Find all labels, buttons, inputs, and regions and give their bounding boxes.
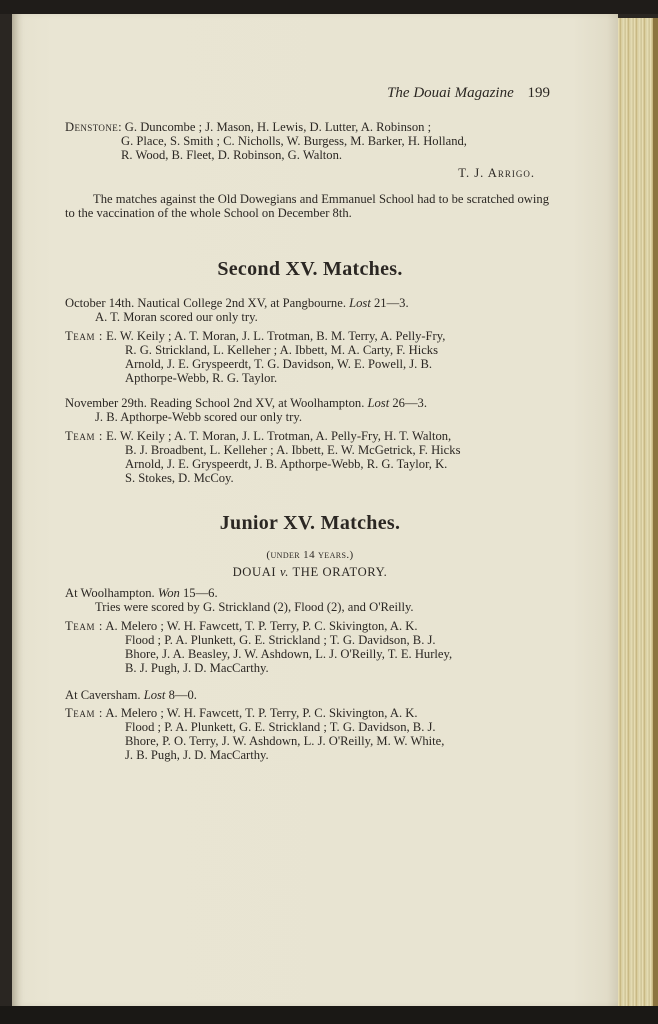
- second-xv-match1-team-3: Arnold, J. E. Gryspeerdt, T. G. Davidson, W. E. Powell, J. B.: [125, 357, 433, 371]
- junior-xv-match1-line: At Woolhampton. Won 15—6.: [65, 586, 218, 600]
- running-head: [65, 86, 550, 100]
- second-xv-match1-team-2: R. G. Strickland, L. Kelleher ; A. Ibbett, M. A. Carty, F. Hicks: [125, 343, 438, 357]
- junior-xv-match2-team-3: Bhore, P. O. Terry, J. W. Ashdown, L. J. O'Reilly, M. W. White,: [125, 734, 445, 748]
- junior-xv-match2-line: At Caversham. Lost 8—0.: [65, 688, 197, 702]
- signature: T. J. Arrigo.: [458, 166, 535, 180]
- junior-xv-match1-note: Tries were scored by G. Strickland (2), Flood (2), and O'Reilly.: [95, 600, 414, 614]
- second-xv-match1-team-4: Apthorpe-Webb, R. G. Taylor.: [125, 371, 278, 385]
- match-score: 26—3.: [392, 396, 427, 410]
- second-xv-match1-line: October 14th. Nautical College 2nd XV, at Pangbourne. Lost 21—3.: [65, 296, 409, 310]
- junior-xv-heading: Junior XV. Matches.: [219, 512, 401, 534]
- match-result: Lost: [349, 296, 371, 310]
- denstone-line-1: Denstone: G. Duncombe ; J. Mason, H. Lewis, D. Lutter, A. Robinson ;: [65, 120, 432, 134]
- match-result: Won: [157, 586, 180, 600]
- second-xv-match2-team-3: Arnold, J. E. Gryspeerdt, J. B. Apthorpe-Webb, R. G. Taylor, K.: [125, 457, 448, 471]
- match-score: 8—0.: [168, 688, 197, 702]
- second-xv-match2-note: J. B. Apthorpe-Webb scored our only try.: [95, 410, 302, 424]
- match-score: 15—6.: [182, 586, 218, 600]
- scan-bottom-border: [0, 1006, 658, 1024]
- team-label: Team :: [65, 329, 103, 343]
- team-label: Team :: [65, 706, 103, 720]
- scratch-note: The matches against the Old Dowegians and Emmanuel School had to be scratched owing to the vaccination of the whole School on December 8th.: [65, 192, 549, 221]
- book-page-edges: [614, 18, 658, 1006]
- second-xv-match2-team-4: S. Stokes, D. McCoy.: [125, 471, 234, 485]
- page-number: 199: [527, 85, 550, 101]
- second-xv-match1-team-1: Team : E. W. Keily ; A. T. Moran, J. L. Trotman, B. M. Terry, A. Pelly-Fry,: [65, 329, 446, 343]
- denstone-label: Denstone: [65, 120, 119, 134]
- junior-xv-match2-team-4: J. B. Pugh, J. D. MacCarthy.: [125, 748, 269, 762]
- magazine-title: The Douai Magazine: [387, 85, 514, 101]
- match-result: Lost: [143, 688, 166, 702]
- age-note: (under 14 years.): [266, 549, 354, 561]
- fixture-heading: DOUAI v. THE ORATORY.: [232, 565, 388, 579]
- second-xv-match2-team-2: B. J. Broadbent, L. Kelleher ; A. Ibbett, E. W. McGetrick, F. Hicks: [125, 443, 461, 457]
- denstone-line-3: R. Wood, B. Fleet, D. Robinson, G. Walton.: [121, 148, 343, 162]
- team-label: Team :: [65, 429, 103, 443]
- second-xv-match2-team-1: Team : E. W. Keily ; A. T. Moran, J. L. Trotman, A. Pelly-Fry, H. T. Walton,: [65, 429, 452, 443]
- book-page: [12, 14, 618, 1006]
- junior-xv-match2-team-2: Flood ; P. A. Plunkett, G. E. Strickland ; T. G. Davidson, B. J.: [125, 720, 436, 734]
- team-label: Team :: [65, 619, 103, 633]
- second-xv-match2-line: November 29th. Reading School 2nd XV, at Woolhampton. Lost 26—3.: [65, 396, 427, 410]
- scan-top-border: [0, 0, 658, 14]
- match-score: 21—3.: [373, 296, 409, 310]
- second-xv-heading: Second XV. Matches.: [217, 258, 403, 280]
- denstone-line-2: G. Place, S. Smith ; C. Nicholls, W. Burgess, M. Barker, H. Holland,: [121, 134, 467, 148]
- second-xv-match1-note: A. T. Moran scored our only try.: [95, 310, 258, 324]
- junior-xv-match1-team-3: Bhore, J. A. Beasley, J. W. Ashdown, L. J. O'Reilly, T. E. Hurley,: [125, 647, 453, 661]
- match-result: Lost: [367, 396, 390, 410]
- junior-xv-match2-team-1: Team : A. Melero ; W. H. Fawcett, T. P. Terry, P. C. Skivington, A. K.: [65, 706, 418, 720]
- junior-xv-match1-team-1: Team : A. Melero ; W. H. Fawcett, T. P. Terry, P. C. Skivington, A. K.: [65, 619, 418, 633]
- junior-xv-match1-team-4: B. J. Pugh, J. D. MacCarthy.: [125, 661, 269, 675]
- junior-xv-match1-team-2: Flood ; P. A. Plunkett, G. E. Strickland ; T. G. Davidson, B. J.: [125, 633, 436, 647]
